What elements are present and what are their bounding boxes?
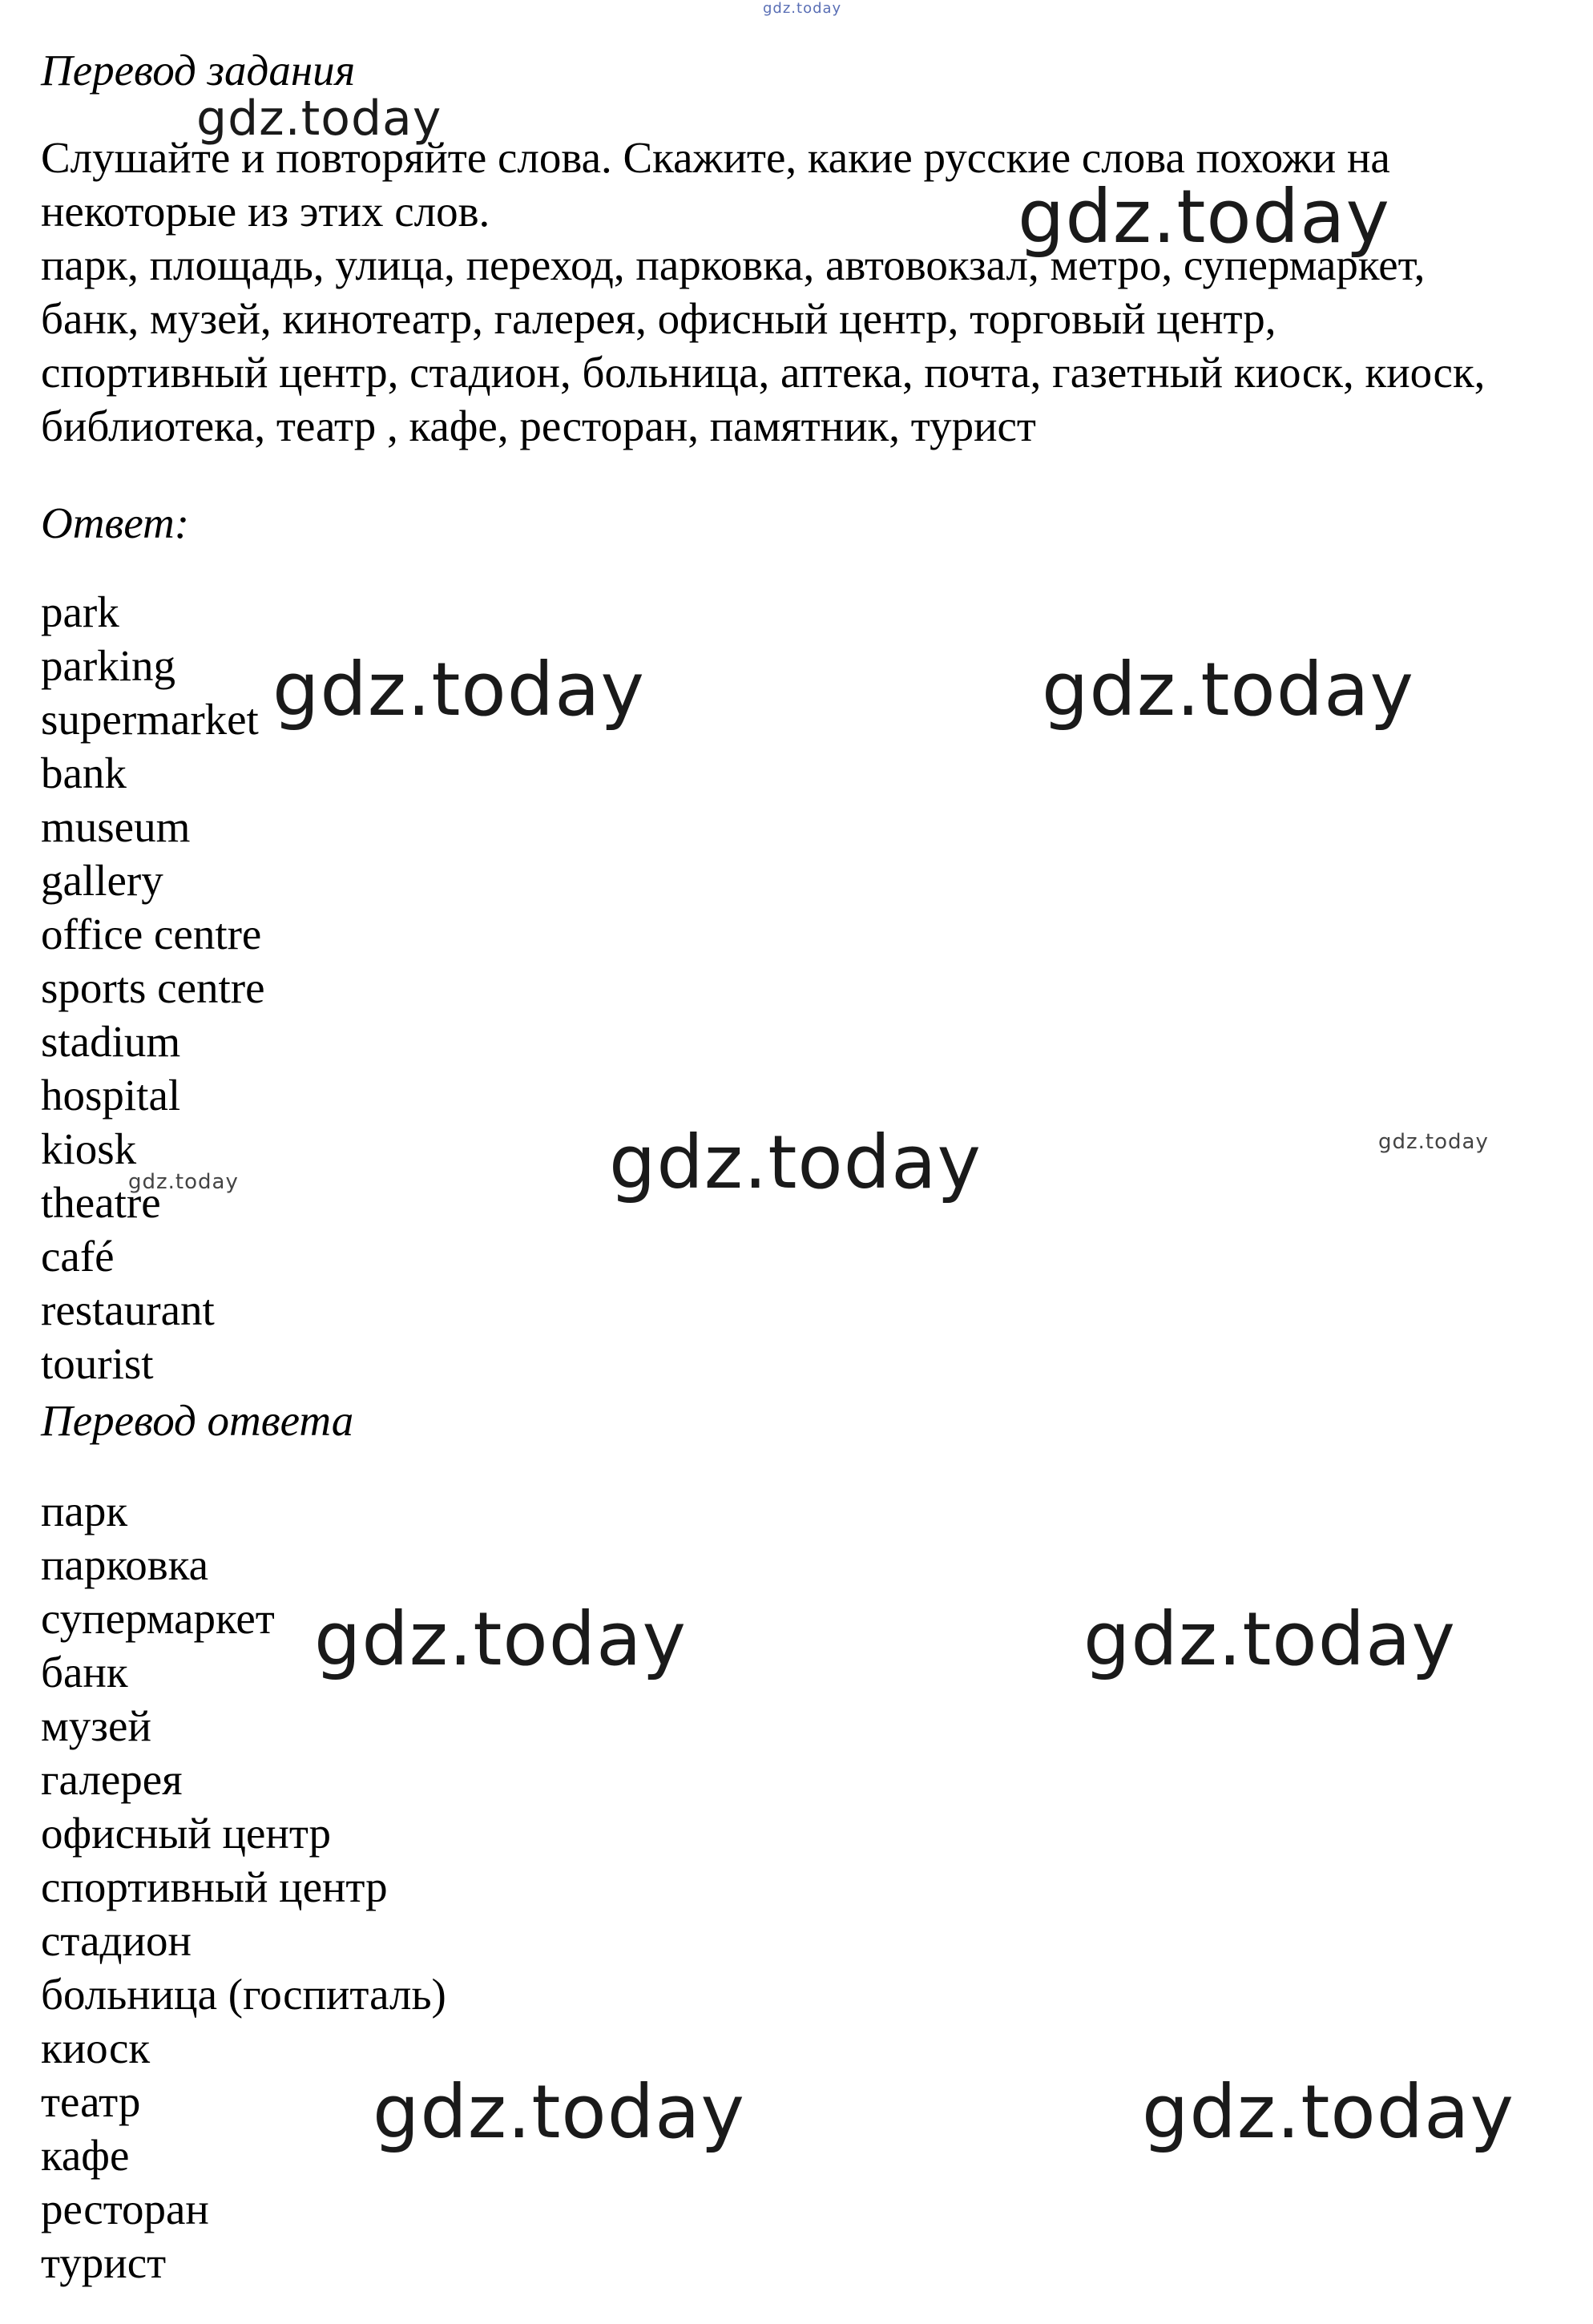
words-line: банк, музей, кинотеатр, галерея, офисный центр, торговый центр, [41, 294, 1276, 343]
list-item: спортивный центр [41, 1862, 388, 1911]
answer-heading: Ответ: [41, 498, 190, 547]
words-line: спортивный центр, стадион, больница, аптека, почта, газетный киоск, киоск, [41, 348, 1486, 397]
list-item: стадион [41, 1916, 192, 1965]
watermark: gdz.today [1042, 647, 1414, 732]
list-item: tourist [41, 1339, 154, 1388]
list-item: галерея [41, 1755, 183, 1804]
list-item: restaurant [41, 1285, 215, 1334]
list-item: кафе [41, 2131, 130, 2180]
list-item: киоск [41, 2023, 151, 2072]
list-item: театр [41, 2077, 141, 2126]
list-item: офисный центр [41, 1809, 332, 1858]
watermark: gdz.today [1018, 174, 1390, 260]
words-line: парк, площадь, улица, переход, парковка, автовокзал, метро, супермаркет, [41, 240, 1426, 289]
list-item: stadium [41, 1017, 181, 1066]
list-item: sports centre [41, 963, 265, 1012]
words-line: библиотека, театр , кафе, ресторан, памятник, турист [41, 401, 1036, 450]
list-item: office centre [41, 910, 262, 958]
watermark: gdz.today [1142, 2069, 1514, 2155]
instruction-line: некоторые из этих слов. [41, 187, 490, 236]
list-item: kiosk [41, 1124, 137, 1173]
list-item: музей [41, 1701, 151, 1750]
watermark: gdz.today [272, 647, 645, 732]
task-heading: Перевод задания [41, 46, 356, 95]
list-item: банк [41, 1648, 128, 1697]
list-item: parking [41, 641, 176, 690]
list-item: больница (госпиталь) [41, 1970, 446, 2019]
watermark: gdz.today [314, 1596, 687, 1682]
watermark: gdz.today [1083, 1596, 1456, 1682]
watermark: gdz.today [128, 1170, 239, 1194]
list-item: café [41, 1232, 115, 1281]
list-item: турист [41, 2238, 167, 2287]
answer-word-list [41, 585, 265, 1390]
list-item: park [41, 587, 119, 636]
instruction-line: Слушайте и повторяйте слова. Скажите, какие русские слова похожи на [41, 133, 1390, 182]
watermark: gdz.today [373, 2069, 745, 2155]
list-item: bank [41, 748, 127, 797]
list-item: парк [41, 1487, 128, 1535]
list-item: gallery [41, 856, 163, 905]
list-item: супермаркет [41, 1594, 275, 1643]
list-item: supermarket [41, 695, 259, 744]
list-item: theatre [41, 1178, 161, 1227]
watermark: gdz.today [763, 0, 842, 17]
list-item: парковка [41, 1540, 209, 1589]
watermark: gdz.today [1378, 1130, 1489, 1154]
watermark: gdz.today [196, 91, 442, 147]
list-item: ресторан [41, 2185, 209, 2233]
answer-translation-heading: Перевод ответа [41, 1396, 354, 1445]
list-item: hospital [41, 1071, 181, 1120]
list-item: museum [41, 802, 191, 851]
watermark: gdz.today [609, 1120, 982, 1205]
